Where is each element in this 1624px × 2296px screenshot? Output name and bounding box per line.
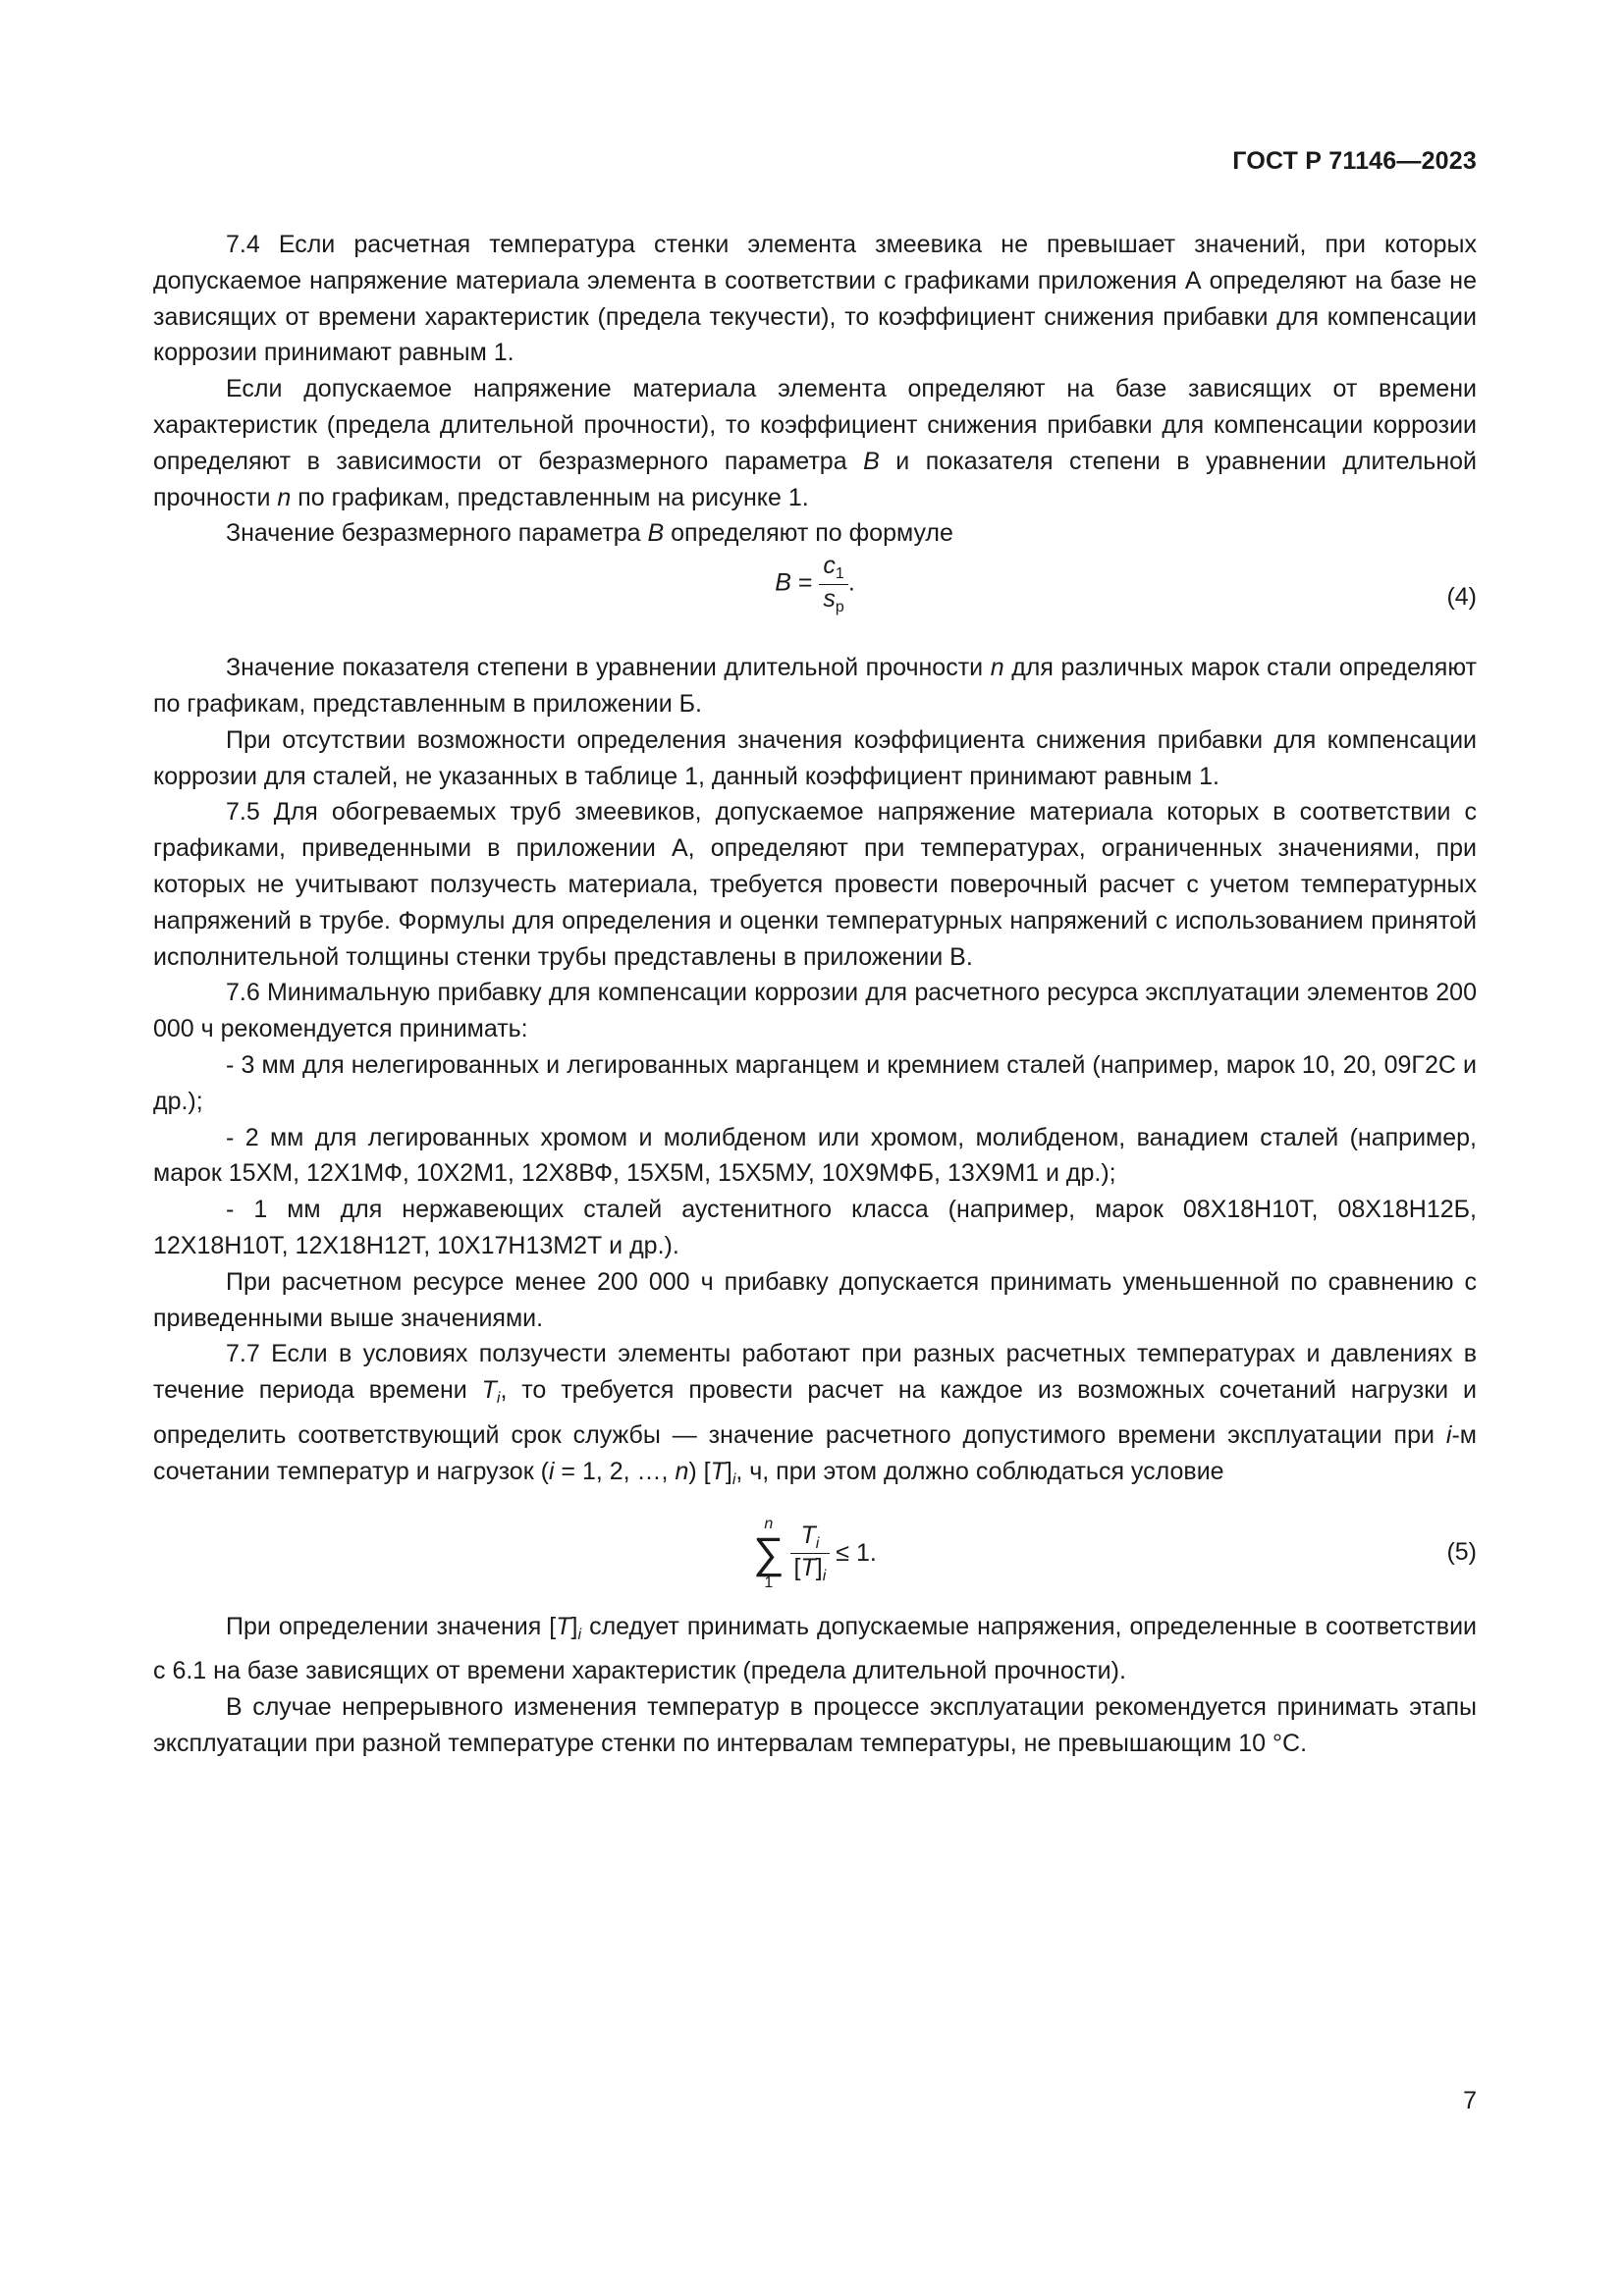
page-number: 7 [1463,2087,1477,2114]
list-item-3mm: - 3 мм для нелегированных и легированных марганцем и кремнием сталей (например, марок 10, 20, 09Г2С и др.); [153,1050,1477,1115]
formula-5: n ∑ 1 $\frac{T_i}{[T]_i}$ ≤ 1. (5) [753,1515,1477,1591]
paragraph-7-4: 7.4 Если расчетная температура стенки элемента змеевика не превышает значений, при которых допускаемое напряжение материала элемента в соответствии с графиками приложения А определяют на базе не зависящих от времени характеристик (предела текучести), то коэффициент снижения прибавки для компенсации коррозии принимают равным 1. [153,231,1477,367]
formula-4-number: (4) [1446,583,1477,612]
formula-5-number: (5) [1446,1537,1477,1566]
list-item-2mm: - 2 мм для легированных хромом и молибденом или хромом, молибденом, ванадием сталей (например, марок 15ХМ, 12Х1МФ, 10Х2М1, 12Х8ВФ, 15Х5М, 15Х5МУ, 10Х9МФБ, 13Х9М1 и др.); [153,1123,1477,1188]
paragraph-parameter-b: Значение безразмерного параметра B определяют по формуле [226,519,953,548]
paragraph-reduced-allowance: При расчетном ресурсе менее 200 000 ч прибавку допускается принимать уменьшенной по сравнению с приведенными выше значениями. [153,1267,1477,1332]
paragraph-timedependent: Если допускаемое напряжение материала элемента определяют на базе зависящих от времени характеристик (предела длительной прочности), то коэффициент снижения прибавки для компенсации коррозии определяют в зависимости от безразмерного параметра B и показателя степени в уравнении длительной прочности n по графикам, представленным на рисунке 1. [153,375,1477,511]
paragraph-7-6: 7.6 Минимальную прибавку для компенсации коррозии для расчетного ресурса эксплуатации элементов 200 000 ч рекомендуется принимать: [153,979,1477,1043]
paragraph-continuous-change: В случае непрерывного изменения температур в процессе эксплуатации рекомендуется принимать этапы эксплуатации при разной температуре стенки по интервалам температуры, не превышающим 10 °С. [153,1693,1477,1757]
paragraph-no-data: При отсутствии возможности определения значения коэффициента снижения прибавки для компенсации коррозии для сталей, не указанных в таблице 1, данный коэффициент принимают равным 1. [153,725,1477,790]
paragraph-exponent-n: Значение показателя степени в уравнении длительной прочности n для различных марок стали определяют по графикам, представленным в приложении Б. [153,654,1477,718]
paragraph-7-7: 7.7 Если в условиях ползучести элементы работают при разных расчетных температурах и давлениях в течение периода времени $T_i$, то требуется провести расчет на каждое из возможных сочетаний нагрузки и определить соответствующий срок службы — значение расчетного допустимого времени эксплуатации при i-м сочетании температур и нагрузок (i = 1, 2, …, n) $[T]_i$, ч, при этом должно соблюдаться условие [153,1340,1477,1488]
paragraph-7-5: 7.5 Для обогреваемых труб змеевиков, допускаемое напряжение материала которых в соответствии с графиками, приведенными в приложении А, определяют при температурах, ограниченных значениями, при которых не учитывают ползучесть материала, требуется провести поверочный расчет с учетом температурных напряжений в трубе. Формулы для определения и оценки температурных напряжений с использованием принятой исполнительной толщины стенки трубы представлены в приложении В. [153,798,1477,971]
paragraph-allowable-time: При определении значения $[T]_i$ следует принимать допускаемые напряжения, определенные в соответствии с 6.1 на базе зависящих от времени характеристик (предела длительной прочности). [153,1612,1477,1685]
document-body [153,227,1477,1762]
document-designation: ГОСТ Р 71146—2023 [1232,147,1477,175]
formula-4: B = $\frac{c_1}{s_p}$ . (4) [775,552,1477,615]
list-item-1mm: - 1 мм для нержавеющих сталей аустенитного класса (например, марок 08Х18Н10Т, 08Х18Н12Б, 12Х18Н10Т, 12Х18Н12Т, 10Х17Н13М2Т и др.). [153,1196,1477,1259]
